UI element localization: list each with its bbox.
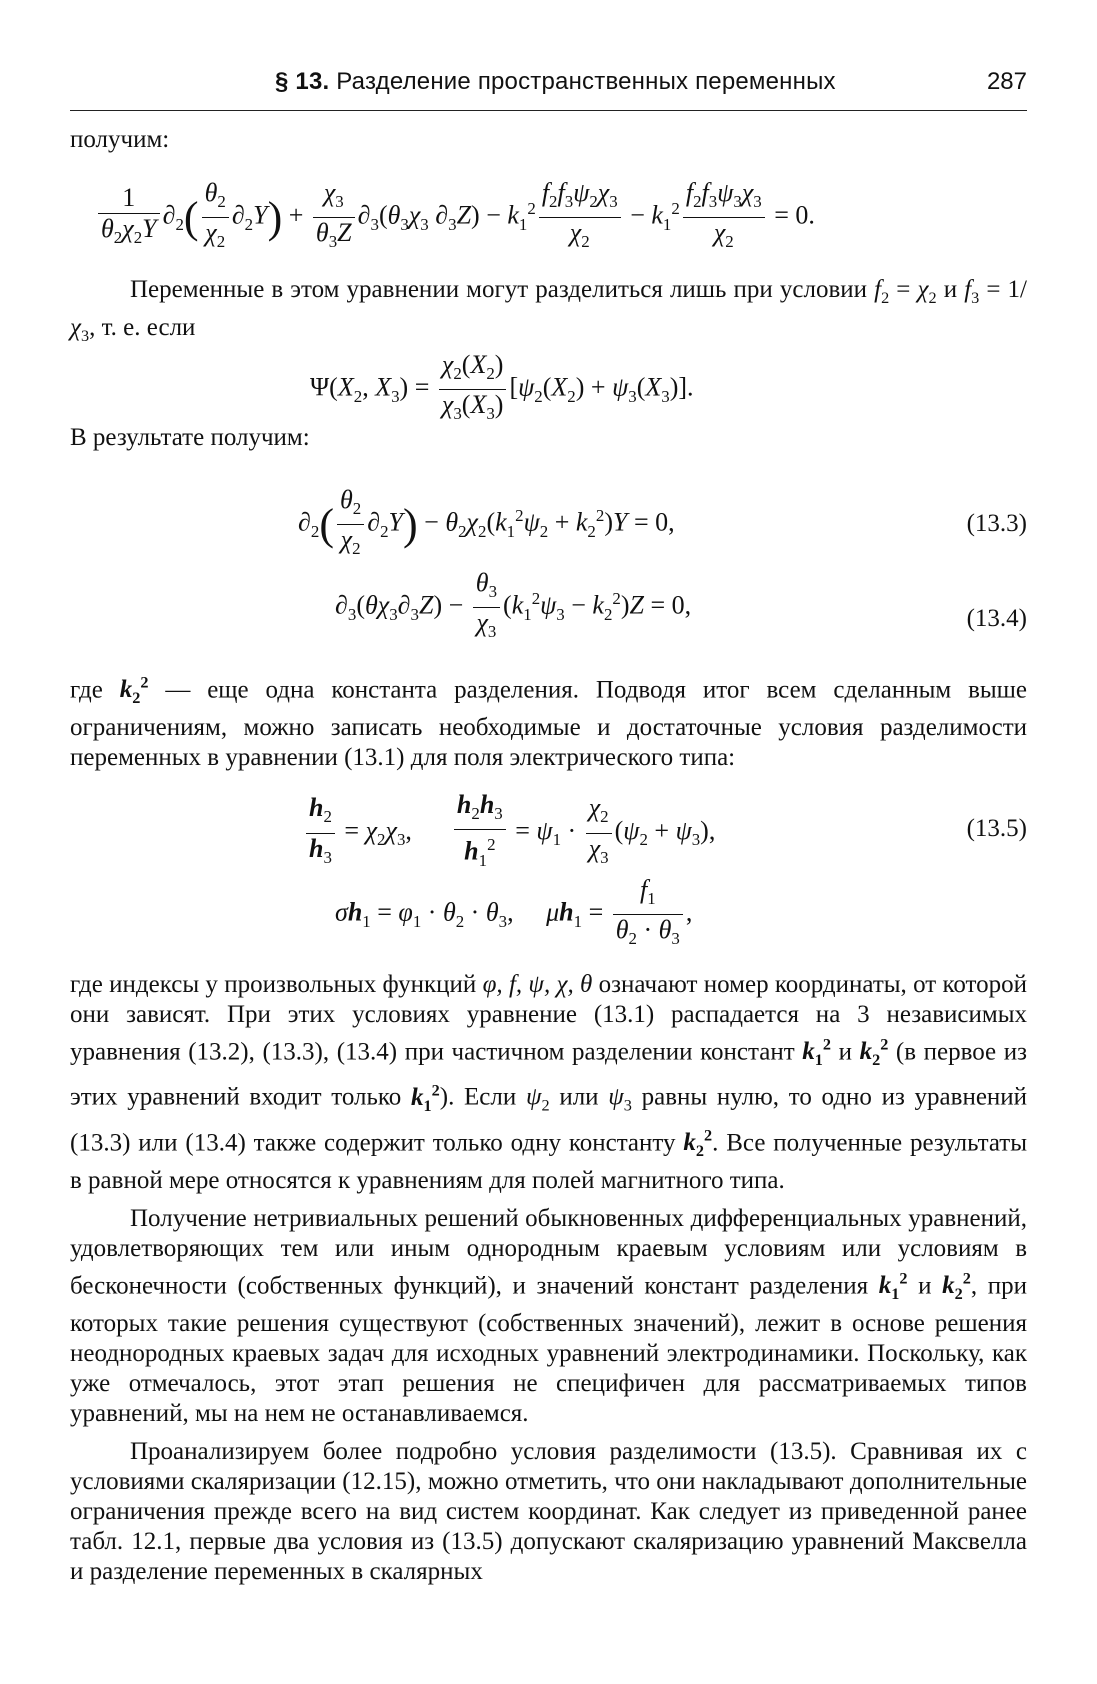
paragraph-nontrivial: Получение нетривиальных решений обыкновенных дифференциальных уравнений, удовлетворяющих тем или иным однородным краевым условиям или условиям в бесконечности (собственных функций), и значений констант разделения $k_1^2$ и $k_2^2$, при которых такие решения существуют (собственных значений), лежит в основе решения неоднородных краевых задач для исходных уравнений электродинамики. Поскольку, как уже отмечалось, этот этап решения не специфичен для рассматриваемых типов уравнений, мы на нем не останавливаемся.	[70, 1205, 1028, 1428]
para-indices-f: равны нулю, то одно из уравнений (13.3) или (13.4) также содержит только одну константу	[70, 1083, 1028, 1156]
paragraph-analysis: Проанализируем более подробно условия разделимости (13.5). Сравнивая их с условиями скаляризации (12.15), можно отметить, что они накладывают дополнительные ограничения прежде всего на вид систем координат. Как следует из приведенной ранее табл. 12.1, первые два условия из (13.5) допускают скаляризацию уравнений Максвелла и разделение переменных в скалярных	[70, 1438, 1027, 1585]
word-i: и	[943, 276, 958, 303]
para-k2-a: где	[70, 676, 103, 704]
word-i: и	[918, 1272, 932, 1300]
line-poluchim: получим:	[70, 126, 170, 153]
paragraph-condition: Переменные в этом уравнении могут разделиться лишь при условии $f_2 = \chi_2$ и $f_3 = 1/\chi_3$, т. е. если	[70, 276, 1028, 345]
equation-psi: $\Psi(X_2$, $X_3$) = $\frac{\chi_2(X_2)}{\chi_3(X_3)}$ $[\psi_2(X_2) + \psi_3(X_3)]$.	[310, 350, 694, 429]
eq1-zero: = 0.	[774, 200, 815, 230]
equation-13-5-line2: $\sigma h_1 = \varphi_1 \cdot \theta_2 \cdot \theta_3$, $\mu h_1$ = $\frac{f_1}{\theta_2 \cdot \theta_3}$ ,	[335, 875, 692, 954]
para-nontrivial-b: , при которых такие решения существуют (собственных значений), лежит в основе решения неоднородных краевых задач для исходных уравнений электродинамики. Поскольку, как уже отмечалось, этот этап решения не специфичен для рассматриваемых типов уравнений, мы на нем не останавливаемся.	[70, 1272, 1028, 1428]
section-title-text: Разделение пространственных переменных	[336, 68, 836, 95]
para-k2-b: — еще одна константа разделения. Подводя итог всем сделанным выше ограничениям, можно записать необходимые и достаточные условия разделимости переменных в уравнении (13.1) для поля электрического типа:	[70, 676, 1028, 772]
para-nontrivial-a: Получение нетривиальных решений обыкновенных дифференциальных уравнений, удовлетворяющих тем или иным однородным краевым условиям или условиям в бесконечности (собственных функций), и значений констант разделения	[70, 1205, 1027, 1300]
para-indices-a: где индексы у произвольных функций	[70, 971, 477, 998]
page-number: 287	[986, 68, 1027, 95]
para-indices-c: (в первое из этих уравнений входит только	[70, 1038, 1027, 1111]
equation-separation-main: $\frac{1}{\theta_2\chi_2Y}$ $\partial_2$( $\frac{\theta_2}{\chi_2}$ $\partial_2Y$) + $\frac{\chi_3}{\theta_3Z}$ $\partial_3(\theta_3\chi_3$ $\partial_3Z) - k_1^2$ $\frac{f_2f_3\psi_2\chi_3}{\chi_2}$ − $k_1^2$ $\frac{f_2f_3\psi_3\chi_3}{\chi_2}$ = 0.	[95, 178, 815, 257]
equation-number-13-3: (13.3)	[966, 510, 1027, 537]
equation-13-3: $\partial_2$( $\frac{\theta_2}{\chi_2}$ $\partial_2Y) - \theta_2\chi_2(k_1^2\psi_2 + k_2^2)Y = 0$,	[298, 485, 675, 564]
section-mark: § 13.	[275, 68, 330, 95]
para-indices-b: означают номер координаты, от которой они зависят. При этих условиях уравнение (13.1) распадается на 3 независимых уравнения (13.2), (13.3), (13.4) при частичном разделении констант	[70, 971, 1028, 1066]
equation-number-13-5: (13.5)	[966, 815, 1027, 842]
equation-13-4: $\partial_3(\theta\chi_3\partial_3Z)$ − $\frac{\theta_3}{\chi_3}$ $(k_1^2\psi_3 - k_2^2)Z = 0$,	[335, 568, 691, 647]
paragraph-indices: где индексы у произвольных функций φ, f, ψ, χ, θ означают номер координаты, от которой они зависят. При этих условиях уравнение (13.1) распадается на 3 независимых уравнения (13.2), (13.3), (13.4) при частичном разделении констант $k_1^2$ и $k_2^2$ (в первое из этих уравнений входит только $k_1^2$). Если $\psi_2$ или $\psi_3$ равны нулю, то одно из уравнений (13.3) или (13.4) также содержит только одну константу $k_2^2$. Все полученные результаты в равной мере относятся к уравнениям для полей магнитного типа.	[70, 971, 1028, 1194]
section-title	[275, 68, 836, 96]
condition-te: , т. е. если	[89, 314, 196, 341]
para-indices-g: . Все полученные результаты в равной мере относятся к уравнениям для полей магнитного типа.	[70, 1128, 1027, 1194]
equation-13-5-line1: $\frac{h_2}{h_3}$ = $\chi_2\chi_3$, $\frac{h_2h_3}{h_1^2}$ = $\psi_1$ · $\frac{\chi_2}{\chi_3}$ $(\psi_2 + \psi_3)$,	[303, 790, 715, 876]
para-indices-e: или	[559, 1083, 599, 1111]
line-result: В результате получим:	[70, 424, 310, 451]
running-head	[70, 60, 1027, 111]
para-condition-text: Переменные в этом уравнении могут разделиться лишь при условии	[130, 276, 868, 303]
word-i: и	[838, 1038, 852, 1066]
paragraph-k2: где $k_2^2$ — еще одна константа разделения. Подводя итог всем сделанным выше ограничениям, можно записать необходимые и достаточные условия разделимости переменных в уравнении (13.1) для поля электрического типа:	[70, 674, 1028, 772]
equation-number-13-4: (13.4)	[966, 605, 1027, 632]
para-indices-d: ). Если	[439, 1083, 517, 1111]
